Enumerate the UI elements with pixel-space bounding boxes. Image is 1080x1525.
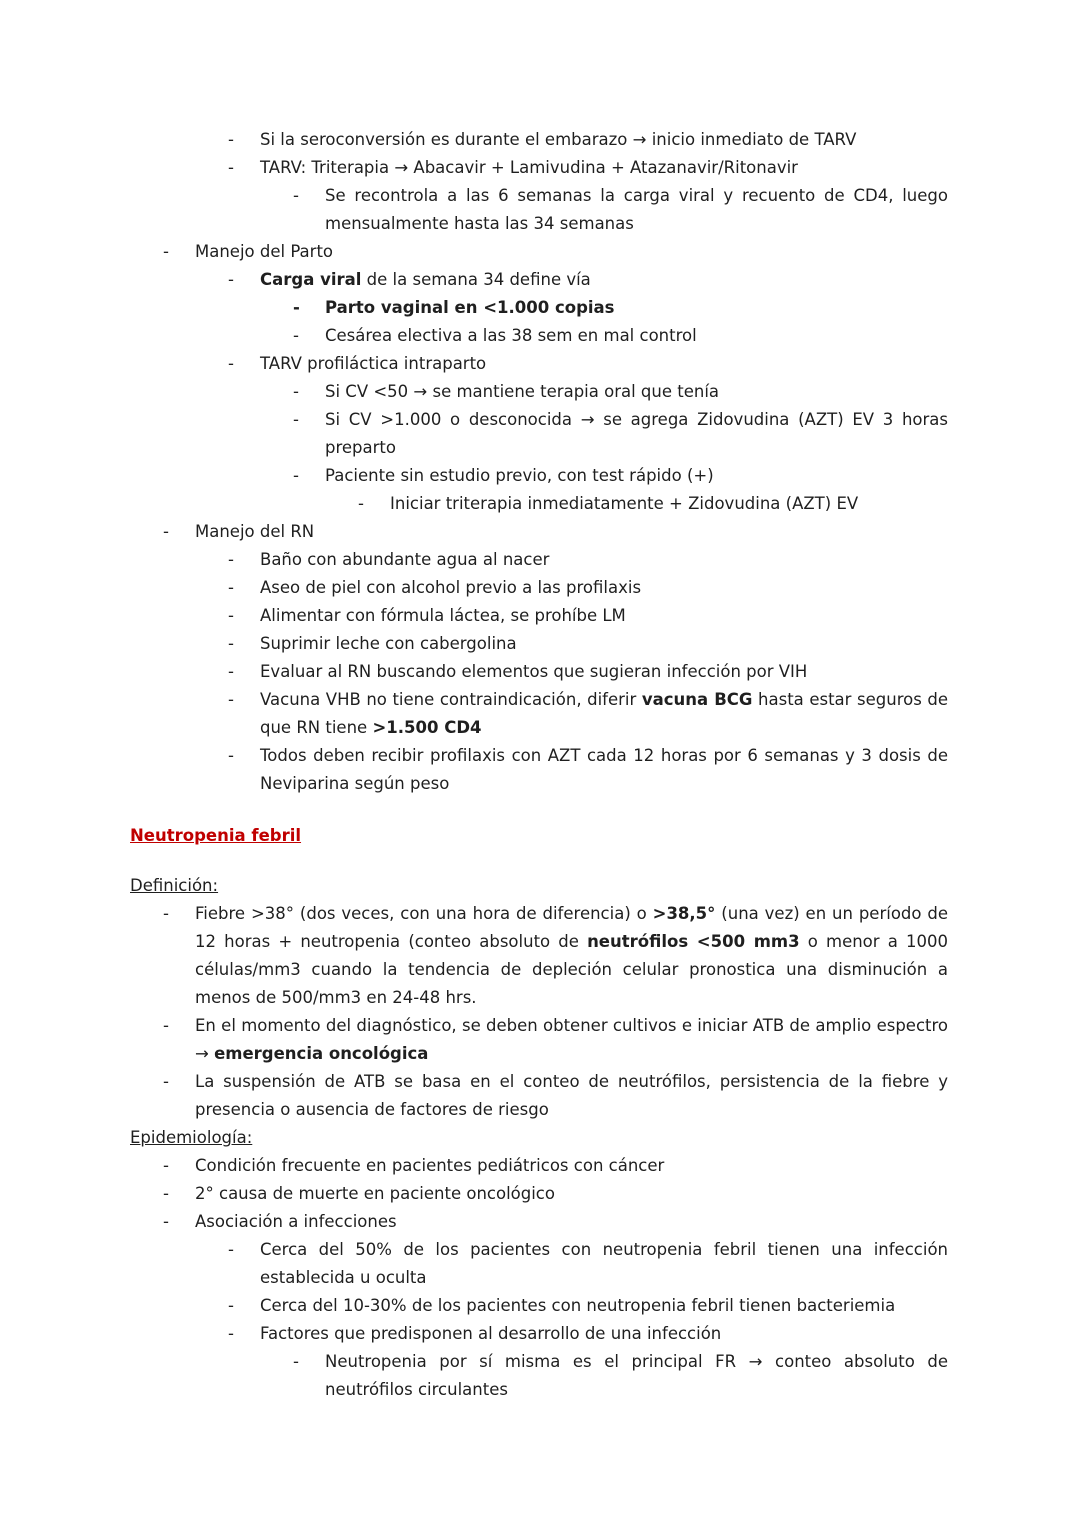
text-run: Manejo del Parto (195, 242, 334, 261)
bullet-dash: - (163, 242, 169, 261)
bullet-dash: - (228, 158, 234, 177)
bullet-dash: - (163, 1184, 169, 1203)
bullet-dash: - (163, 1016, 169, 1035)
text-run: La suspensión de ATB se basa en el conteo de neutrófilos, persistencia de la fiebre y presencia o ausencia de factores de riesgo (195, 1072, 948, 1119)
bullet-dash: - (293, 410, 299, 429)
text-run: Cesárea electiva a las 38 sem en mal control (325, 326, 697, 345)
bullet-item (130, 658, 948, 686)
text-run: vacuna BCG (641, 690, 753, 709)
bullet-item (130, 1012, 948, 1068)
bullet-text (325, 378, 948, 406)
text-run: Alimentar con fórmula láctea, se prohíbe LM (260, 606, 626, 625)
bullet-text (195, 518, 948, 546)
text-run: Cerca del 10-30% de los pacientes con neutropenia febril tienen bacteriemia (260, 1296, 896, 1315)
bullet-item (130, 1068, 948, 1124)
text-run: Carga viral (260, 270, 362, 289)
bullet-dash: - (293, 382, 299, 401)
bullet-dash: - (163, 1072, 169, 1091)
bullet-text (195, 1180, 948, 1208)
subsection-heading-definicion: Definición: (130, 876, 219, 895)
bullet-text (260, 350, 948, 378)
bullet-text (260, 658, 948, 686)
text-run: TARV: Triterapia → Abacavir + Lamivudina + Atazanavir/Ritonavir (260, 158, 798, 177)
bullet-dash: - (293, 466, 299, 485)
bullet-text (325, 182, 948, 238)
bullet-item (130, 1236, 948, 1292)
text-run: Si CV >1.000 o desconocida → se agrega Zidovudina (AZT) EV 3 horas preparto (325, 410, 948, 457)
bullet-dash: - (228, 746, 234, 765)
bullet-item (130, 322, 948, 350)
bullet-text (260, 742, 948, 798)
text-run: Si CV <50 → se mantiene terapia oral que tenía (325, 382, 720, 401)
bullet-item (130, 350, 948, 378)
bullet-dash: - (163, 904, 169, 923)
text-run: emergencia oncológica (214, 1044, 429, 1063)
bullet-text (260, 266, 948, 294)
bullet-item (130, 490, 948, 518)
bullet-item (130, 742, 948, 798)
bullet-dash: - (163, 1156, 169, 1175)
bullet-item (130, 518, 948, 546)
bullet-item (130, 1152, 948, 1180)
bullet-item (130, 686, 948, 742)
text-run: Suprimir leche con cabergolina (260, 634, 517, 653)
bullet-text (260, 630, 948, 658)
bullet-text (260, 126, 948, 154)
bullet-dash: - (228, 690, 234, 709)
bullet-text (195, 238, 948, 266)
bullet-text (195, 1068, 948, 1124)
text-run: de la semana 34 define vía (361, 270, 591, 289)
bullet-item (130, 546, 948, 574)
text-run: Si la seroconversión es durante el embarazo → inicio inmediato de TARV (260, 130, 857, 149)
text-run: Evaluar al RN buscando elementos que sugieran infección por VIH (260, 662, 808, 681)
bullet-text (325, 462, 948, 490)
text-run: (una vez) en un período de 12 horas + neutropenia (conteo absoluto de (195, 904, 948, 951)
text-run: Todos deben recibir profilaxis con AZT cada 12 horas por 6 semanas y 3 dosis de Neviparina según peso (260, 746, 948, 793)
bullet-item (130, 182, 948, 238)
bullet-dash: - (228, 578, 234, 597)
text-run: Parto vaginal en <1.000 copias (325, 298, 615, 317)
bullet-text (325, 322, 948, 350)
bullet-text (195, 1152, 948, 1180)
bullet-dash: - (228, 662, 234, 681)
bullet-item (130, 406, 948, 462)
bullet-item (130, 1180, 948, 1208)
text-run: Se recontrola a las 6 semanas la carga viral y recuento de CD4, luego mensualmente hasta las 34 semanas (325, 186, 948, 233)
bullet-text (260, 154, 948, 182)
bullet-dash: - (163, 522, 169, 541)
text-run: En el momento del diagnóstico, se deben obtener cultivos e iniciar ATB de amplio espectro → (195, 1016, 948, 1063)
text-run: Condición frecuente en pacientes pediátricos con cáncer (195, 1156, 665, 1175)
text-run: Neutropenia por sí misma es el principal FR → conteo absoluto de neutrófilos circulantes (325, 1352, 948, 1399)
bullet-dash: - (293, 1352, 299, 1371)
bullet-dash: - (228, 1240, 234, 1259)
bullet-text (260, 602, 948, 630)
text-run: TARV profiláctica intraparto (260, 354, 487, 373)
bullet-item (130, 462, 948, 490)
bullet-item (130, 266, 948, 294)
bullet-item (130, 602, 948, 630)
text-run: o menor a 1000 células/mm3 cuando la tendencia de depleción celular pronostica una disminución a menos de 500/mm3 en 24-48 hrs. (195, 932, 948, 1007)
bullet-text (195, 1012, 948, 1068)
text-run: >1.500 CD4 (372, 718, 482, 737)
bullet-text (325, 1348, 948, 1404)
text-run: Factores que predisponen al desarrollo de una infección (260, 1324, 722, 1343)
bullet-item (130, 294, 948, 322)
text-run: Iniciar triterapia inmediatamente + Zidovudina (AZT) EV (390, 494, 859, 513)
bullet-text (260, 1292, 948, 1320)
bullet-text (260, 686, 948, 742)
bullet-dash: - (228, 1324, 234, 1343)
bullet-text (260, 1236, 948, 1292)
bullet-dash: - (228, 130, 234, 149)
text-run: Manejo del RN (195, 522, 315, 541)
bullet-text (195, 1208, 948, 1236)
bullet-item (130, 1320, 948, 1348)
document-content (130, 126, 948, 1404)
bullet-dash: - (228, 1296, 234, 1315)
bullet-item (130, 630, 948, 658)
text-run: 2° causa de muerte en paciente oncológico (195, 1184, 555, 1203)
bullet-item (130, 378, 948, 406)
bullet-text (325, 406, 948, 462)
bullet-item (130, 238, 948, 266)
bullet-item (130, 1208, 948, 1236)
bullet-dash: - (228, 606, 234, 625)
bullet-dash: - (293, 298, 300, 317)
text-run: Vacuna VHB no tiene contraindicación, diferir (260, 690, 642, 709)
text-run: Asociación a infecciones (195, 1212, 397, 1231)
bullet-item (130, 900, 948, 1012)
bullet-item (130, 574, 948, 602)
text-run: Paciente sin estudio previo, con test rápido (+) (325, 466, 714, 485)
bullet-text (260, 574, 948, 602)
text-run: >38,5° (652, 904, 716, 923)
text-run: Baño con abundante agua al nacer (260, 550, 550, 569)
bullet-dash: - (228, 550, 234, 569)
bullet-text (195, 900, 948, 1012)
bullet-text (325, 294, 948, 322)
bullet-text (390, 490, 948, 518)
text-run: Cerca del 50% de los pacientes con neutropenia febril tienen una infección establecida u oculta (260, 1240, 948, 1287)
subsection-heading-epidemiologia: Epidemiología: (130, 1128, 253, 1147)
bullet-dash: - (293, 186, 299, 205)
bullet-dash: - (228, 354, 234, 373)
bullet-dash: - (293, 326, 299, 345)
bullet-item (130, 1348, 948, 1404)
bullet-dash: - (228, 270, 234, 289)
bullet-dash: - (228, 634, 234, 653)
text-run: Fiebre >38° (dos veces, con una hora de diferencia) o (195, 904, 653, 923)
bullet-dash: - (163, 1212, 169, 1231)
bullet-item (130, 1292, 948, 1320)
bullet-text (260, 546, 948, 574)
text-run: Aseo de piel con alcohol previo a las profilaxis (260, 578, 642, 597)
bullet-dash: - (358, 494, 364, 513)
section-heading-neutropenia-febril: Neutropenia febril (130, 826, 302, 845)
bullet-item (130, 126, 948, 154)
text-run: neutrófilos <500 mm3 (587, 932, 800, 951)
text-run: hasta estar seguros de que RN tiene (260, 690, 948, 737)
bullet-item (130, 154, 948, 182)
bullet-text (260, 1320, 948, 1348)
